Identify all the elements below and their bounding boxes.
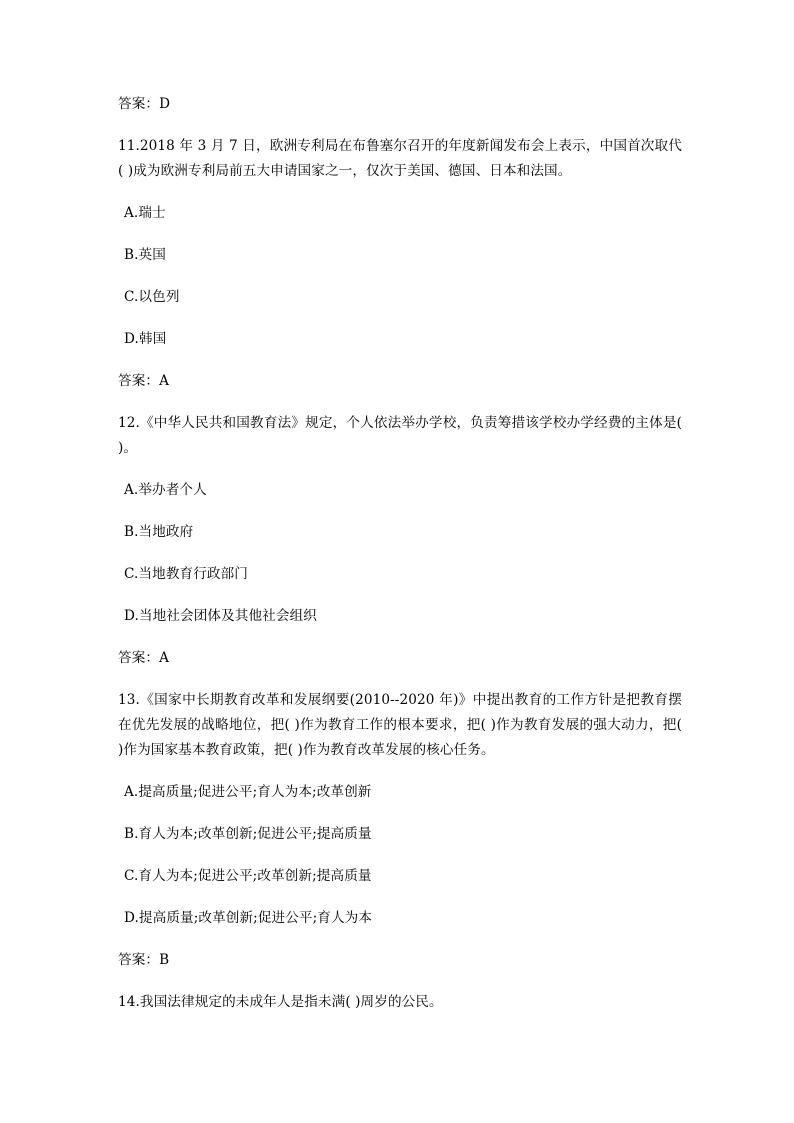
question-13-option-d: D.提高质量;改革创新;促进公平;育人为本 xyxy=(124,910,373,926)
question-13-option-b: B.育人为本;改革创新;促进公平;提高质量 xyxy=(124,826,372,842)
question-13-option-a: A.提高质量;促进公平;育人为本;改革创新 xyxy=(124,784,372,800)
question-11-option-c: C.以色列 xyxy=(124,289,180,305)
answer-line-q13: 答案：B xyxy=(118,952,170,968)
question-12-option-d: D.当地社会团体及其他社会组织 xyxy=(124,608,317,624)
question-13-option-c: C.育人为本;促进公平;改革创新;提高质量 xyxy=(124,868,372,884)
question-11-option-d: D.韩国 xyxy=(124,331,167,347)
question-14-stem: 14.我国法律规定的未成年人是指未满( )周岁的公民。 xyxy=(118,994,443,1010)
question-11-stem: 11.2018 年 3 月 7 日，欧洲专利局在布鲁塞尔召开的年度新闻发布会上表示，中国首次取代( )成为欧洲专利局前五大申请国家之一，仅次于美国、德国、日本和法国。 xyxy=(118,138,682,179)
question-13-stem: 13.《国家中长期教育改革和发展纲要(2010--2020 年)》中提出教育的工作方针是把教育摆在优先发展的战略地位，把( )作为教育工作的根本要求，把( )作为教育发展的强大动力，把( )作为国家基本教育政策，把( )作为教育改革发展的核心任务。 xyxy=(118,692,682,758)
answer-line-q11: 答案：A xyxy=(118,373,169,389)
question-11-option-b: B.英国 xyxy=(124,247,166,263)
question-12-option-c: C.当地教育行政部门 xyxy=(124,566,248,582)
question-11-option-a: A.瑞士 xyxy=(124,205,166,221)
answer-line-q12: 答案：A xyxy=(118,650,169,666)
answer-line-q10: 答案：D xyxy=(118,96,171,112)
question-12-option-b: B.当地政府 xyxy=(124,524,194,540)
document-text-body xyxy=(118,92,682,1015)
question-12-stem: 12.《中华人民共和国教育法》规定，个人依法举办学校，负责筹措该学校办学经费的主体是( )。 xyxy=(118,415,682,456)
question-12-option-a: A.举办者个人 xyxy=(124,482,207,498)
